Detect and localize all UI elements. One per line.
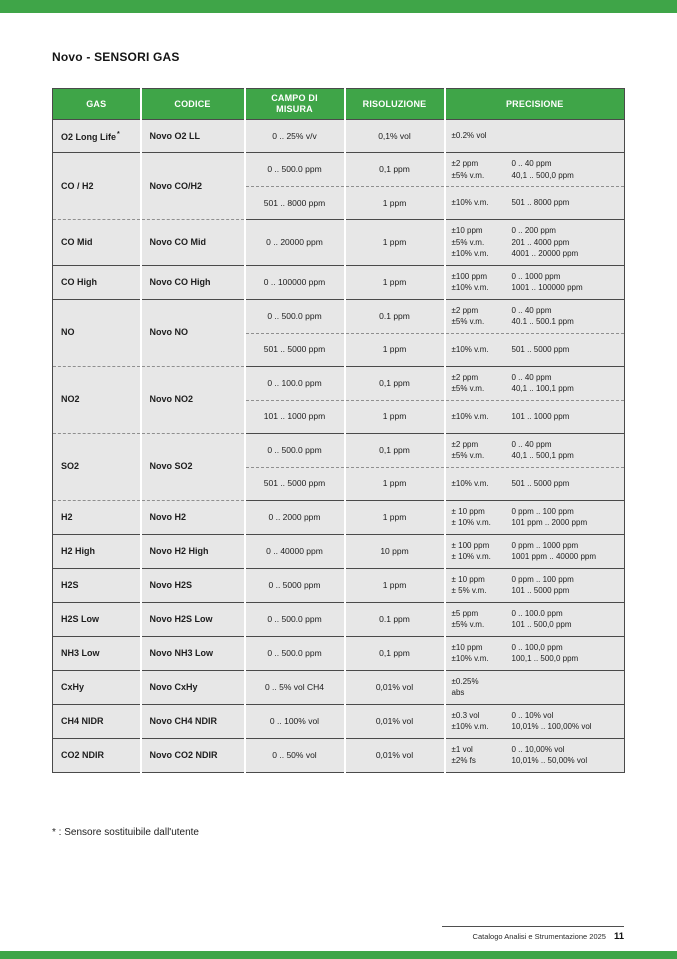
resolution-cell: 0.1 ppm [345, 602, 445, 636]
precision-cell [445, 400, 625, 433]
measuring-range-cell: 0 .. 500.0 ppm [245, 299, 345, 333]
precision-line [452, 411, 619, 423]
precision-range: 0 .. 40 ppm [511, 439, 552, 449]
measuring-range-cell: 0 .. 5000 ppm [245, 568, 345, 602]
footer-caption: Catalogo Analisi e Strumentazione 2025 [472, 932, 606, 941]
precision-range: 201 .. 4000 ppm [511, 237, 570, 247]
gas-name-label: H2S Low [61, 613, 100, 624]
gas-name-cell [53, 299, 141, 366]
precision-tolerance: ±10% v.m. [451, 249, 489, 258]
precision-tolerance: ±5% v.m. [451, 384, 485, 393]
precision-cell [445, 433, 625, 467]
gas-name-label: H2S [61, 579, 79, 590]
bottom-accent-bar [0, 951, 677, 959]
precision-cell [445, 467, 625, 500]
measuring-range-cell: 0 .. 500.0 ppm [245, 433, 345, 467]
resolution-cell: 0,1 ppm [345, 153, 445, 187]
precision-tolerance: ±10 ppm [451, 226, 483, 235]
precision-line [452, 619, 619, 631]
column-header-gas: GAS [53, 89, 141, 120]
precision-line [452, 506, 619, 518]
precision-tolerance: ±10% v.m. [451, 478, 489, 488]
precision-tolerance: ±1 vol [451, 744, 473, 754]
precision-range [512, 676, 619, 688]
column-header-campo-di-misura: CAMPO DI MISURA [245, 89, 345, 120]
sensor-code-cell: Novo H2S Low [141, 602, 245, 636]
page-footer [442, 926, 624, 942]
precision-line [452, 248, 619, 260]
precision-line [452, 170, 619, 182]
precision-cell [445, 299, 625, 333]
gas-name-label: SO2 [61, 461, 80, 471]
top-accent-bar [0, 0, 677, 13]
measuring-range-cell: 0 .. 500.0 ppm [245, 636, 345, 670]
page-number: 11 [613, 931, 624, 942]
precision-range: 0 .. 40 ppm [511, 372, 552, 382]
precision-cell [445, 670, 625, 704]
precision-tolerance: ±10% v.m. [451, 411, 489, 421]
precision-range: 1001 .. 100000 ppm [511, 283, 583, 292]
precision-range: 1001 ppm .. 40000 ppm [511, 552, 597, 561]
gas-name-cell [53, 704, 141, 738]
precision-line [452, 551, 619, 563]
page-content [52, 0, 624, 838]
resolution-cell: 1 ppm [345, 187, 445, 220]
precision-cell [445, 534, 625, 568]
precision-tolerance: ±0.25% [451, 676, 479, 686]
gas-name-label: O2 Long Life [61, 132, 116, 142]
resolution-cell: 0,1 ppm [345, 433, 445, 467]
measuring-range-cell: 0 .. 5% vol CH4 [245, 670, 345, 704]
precision-cell [445, 366, 625, 400]
precision-tolerance: ±5% v.m. [451, 620, 485, 629]
precision-tolerance: ±2 ppm [451, 372, 479, 382]
gas-name-label: CO High [61, 276, 97, 287]
table-row [53, 636, 625, 670]
gas-name-label: H2 [61, 511, 73, 522]
precision-line [452, 744, 619, 756]
precision-tolerance: ±2 ppm [451, 439, 479, 449]
precision-line [452, 158, 619, 170]
precision-cell [445, 265, 625, 299]
gas-name-cell [53, 265, 141, 299]
precision-cell [445, 333, 625, 366]
gas-name-label: NO2 [61, 394, 80, 404]
column-header-precisione: PRECISIONE [445, 89, 625, 120]
table-row [53, 670, 625, 704]
precision-line [452, 225, 619, 237]
sensor-code-cell: Novo H2S [141, 568, 245, 602]
precision-line [452, 316, 619, 328]
precision-line [452, 344, 619, 356]
precision-line [452, 517, 619, 529]
gas-name-label: CO Mid [61, 236, 93, 247]
precision-tolerance: ±2 ppm [451, 159, 479, 168]
table-row [53, 153, 625, 187]
precision-range: 40,1 .. 500,1 ppm [511, 451, 574, 460]
precision-cell [445, 568, 625, 602]
precision-line [452, 710, 619, 722]
precision-tolerance: ±10% v.m. [451, 344, 489, 354]
precision-line [452, 271, 619, 283]
resolution-cell: 1 ppm [345, 265, 445, 299]
precision-line [452, 574, 619, 586]
measuring-range-cell: 501 .. 8000 ppm [245, 187, 345, 220]
gas-sensor-table [52, 88, 625, 773]
precision-tolerance: ± 10% v.m. [451, 552, 491, 561]
precision-cell [445, 602, 625, 636]
precision-tolerance: ± 10 ppm [451, 574, 485, 584]
resolution-cell: 1 ppm [345, 220, 445, 266]
measuring-range-cell: 101 .. 1000 ppm [245, 400, 345, 433]
measuring-range-cell: 0 .. 500.0 ppm [245, 602, 345, 636]
precision-range: 501 .. 5000 ppm [511, 478, 570, 488]
precision-tolerance: ±10% v.m. [451, 198, 489, 208]
table-row [53, 299, 625, 333]
sensor-code-cell: Novo H2 [141, 500, 245, 534]
precision-range: 100,1 .. 500,0 ppm [511, 654, 579, 663]
precision-line [452, 439, 619, 451]
resolution-cell: 0,01% vol [345, 704, 445, 738]
table-row [53, 704, 625, 738]
precision-tolerance: ±2% fs [451, 756, 476, 765]
precision-range: 40.1 .. 500.1 ppm [511, 317, 574, 326]
precision-cell [445, 704, 625, 738]
resolution-cell: 0,01% vol [345, 670, 445, 704]
resolution-cell: 1 ppm [345, 467, 445, 500]
precision-line [452, 653, 619, 665]
precision-line [452, 282, 619, 294]
measuring-range-cell: 0 .. 500.0 ppm [245, 153, 345, 187]
resolution-cell: 1 ppm [345, 500, 445, 534]
column-header-codice: CODICE [141, 89, 245, 120]
precision-line [452, 372, 619, 384]
precision-range: 101 ppm .. 2000 ppm [511, 518, 588, 527]
precision-line [452, 608, 619, 620]
gas-name-label: NO [61, 327, 75, 337]
precision-line [452, 383, 619, 395]
precision-tolerance: ±5 ppm [451, 608, 479, 618]
sensor-code-cell: Novo CxHy [141, 670, 245, 704]
table-row [53, 738, 625, 772]
measuring-range-cell: 0 .. 2000 ppm [245, 500, 345, 534]
precision-tolerance: abs [451, 688, 465, 697]
precision-line [452, 585, 619, 597]
gas-name-label: CH4 NIDR [61, 715, 104, 726]
precision-tolerance: ± 5% v.m. [451, 586, 487, 595]
precision-tolerance: ±0.2% vol [451, 131, 487, 141]
precision-range: 101 .. 5000 ppm [511, 586, 570, 595]
precision-range [512, 130, 619, 142]
precision-line [452, 197, 619, 209]
measuring-range-cell: 0 .. 100.0 ppm [245, 366, 345, 400]
precision-range: 101 .. 500,0 ppm [511, 620, 572, 629]
sensor-code-cell: Novo NH3 Low [141, 636, 245, 670]
resolution-cell: 0,01% vol [345, 738, 445, 772]
precision-range: 0 .. 40 ppm [511, 159, 552, 168]
precision-tolerance: ±2 ppm [451, 305, 479, 315]
table-row [53, 265, 625, 299]
sensor-code-cell: Novo CO2 NDIR [141, 738, 245, 772]
precision-range: 10,01% .. 100,00% vol [511, 722, 592, 731]
precision-range: 0 ppm .. 1000 ppm [511, 540, 579, 550]
precision-range: 10,01% .. 50,00% vol [511, 756, 588, 765]
resolution-cell: 1 ppm [345, 333, 445, 366]
precision-line [452, 687, 619, 699]
gas-name-cell [53, 153, 141, 220]
user-replaceable-asterisk: * [117, 131, 120, 138]
precision-tolerance: ±10% v.m. [451, 654, 489, 663]
precision-range: 0 .. 1000 ppm [511, 271, 561, 281]
precision-line [452, 478, 619, 490]
precision-range [512, 687, 619, 699]
precision-range: 0 ppm .. 100 ppm [511, 506, 574, 516]
precision-range: 40,1 .. 500,0 ppm [511, 170, 574, 180]
precision-line [452, 540, 619, 552]
precision-range: 101 .. 1000 ppm [511, 411, 570, 421]
precision-range: 0 .. 10,00% vol [511, 744, 565, 754]
gas-name-label: CxHy [61, 681, 85, 692]
sensor-code-cell: Novo CO High [141, 265, 245, 299]
gas-name-cell [53, 636, 141, 670]
resolution-cell: 0,1% vol [345, 120, 445, 153]
table-row [53, 120, 625, 153]
sensor-code-cell: Novo NO [141, 299, 245, 366]
table-row [53, 366, 625, 400]
precision-range: 0 .. 40 ppm [511, 305, 552, 315]
precision-tolerance: ±0.3 vol [451, 710, 480, 720]
gas-name-label: NH3 Low [61, 647, 100, 658]
table-row [53, 500, 625, 534]
sensor-code-cell: Novo CO/H2 [141, 153, 245, 220]
precision-range: 501 .. 5000 ppm [511, 344, 570, 354]
precision-range: 0 .. 100.0 ppm [511, 608, 563, 618]
precision-tolerance: ± 10 ppm [451, 506, 485, 516]
sensor-code-cell: Novo CH4 NDIR [141, 704, 245, 738]
sensor-code-cell: Novo SO2 [141, 433, 245, 500]
precision-line [452, 305, 619, 317]
table-row [53, 568, 625, 602]
gas-name-label: CO / H2 [61, 180, 94, 191]
table-row [53, 602, 625, 636]
header-row [53, 89, 625, 120]
page-title: Novo - SENSORI GAS [52, 50, 180, 64]
gas-name-cell [53, 433, 141, 500]
precision-range: 501 .. 8000 ppm [511, 198, 570, 208]
gas-name-cell [53, 500, 141, 534]
sensor-code-cell: Novo CO Mid [141, 220, 245, 266]
precision-range: 0 .. 10% vol [511, 710, 554, 720]
precision-tolerance: ±5% v.m. [451, 317, 485, 326]
precision-line [452, 237, 619, 249]
table-header [53, 89, 625, 120]
measuring-range-cell: 0 .. 25% v/v [245, 120, 345, 153]
precision-line [452, 642, 619, 654]
gas-name-cell [53, 602, 141, 636]
precision-range: 0 .. 200 ppm [511, 226, 556, 235]
precision-cell [445, 220, 625, 266]
resolution-cell: 1 ppm [345, 400, 445, 433]
gas-name-cell [53, 738, 141, 772]
precision-cell [445, 120, 625, 153]
sensor-code-cell: Novo O2 LL [141, 120, 245, 153]
resolution-cell: 10 ppm [345, 534, 445, 568]
gas-name-label: H2 High [61, 545, 96, 556]
precision-line [452, 755, 619, 767]
gas-name-cell [53, 568, 141, 602]
gas-name-cell [53, 220, 141, 266]
precision-tolerance: ±10% v.m. [451, 722, 489, 731]
resolution-cell: 0.1 ppm [345, 299, 445, 333]
sensor-table-body [53, 120, 625, 773]
measuring-range-cell: 0 .. 100000 ppm [245, 265, 345, 299]
precision-cell [445, 636, 625, 670]
precision-cell [445, 153, 625, 187]
gas-name-cell [53, 120, 141, 153]
precision-range: 0 .. 100,0 ppm [511, 642, 563, 652]
precision-tolerance: ±10% v.m. [451, 283, 489, 292]
precision-line [452, 676, 619, 688]
sensor-code-cell: Novo H2 High [141, 534, 245, 568]
precision-tolerance: ± 100 ppm [451, 540, 490, 550]
measuring-range-cell: 0 .. 50% vol [245, 738, 345, 772]
table-row [53, 534, 625, 568]
precision-cell [445, 187, 625, 220]
table-row [53, 433, 625, 467]
precision-line [452, 721, 619, 733]
resolution-cell: 0,1 ppm [345, 366, 445, 400]
sensor-code-cell: Novo NO2 [141, 366, 245, 433]
measuring-range-cell: 501 .. 5000 ppm [245, 333, 345, 366]
precision-tolerance: ±5% v.m. [451, 237, 485, 247]
column-header-risoluzione: RISOLUZIONE [345, 89, 445, 120]
precision-tolerance: ±5% v.m. [451, 170, 485, 180]
precision-line [452, 450, 619, 462]
precision-range: 40,1 .. 100,1 ppm [511, 384, 574, 393]
measuring-range-cell: 501 .. 5000 ppm [245, 467, 345, 500]
gas-name-label: CO2 NDIR [61, 749, 105, 760]
resolution-cell: 0,1 ppm [345, 636, 445, 670]
precision-line [452, 130, 619, 142]
gas-name-cell [53, 670, 141, 704]
precision-tolerance: ± 10% v.m. [451, 518, 491, 527]
gas-name-cell [53, 534, 141, 568]
measuring-range-cell: 0 .. 20000 ppm [245, 220, 345, 266]
gas-name-cell [53, 366, 141, 433]
resolution-cell: 1 ppm [345, 568, 445, 602]
precision-cell [445, 738, 625, 772]
measuring-range-cell: 0 .. 100% vol [245, 704, 345, 738]
footnote: * : Sensore sostituibile dall'utente [52, 826, 199, 838]
precision-range: 4001 .. 20000 ppm [511, 249, 579, 258]
measuring-range-cell: 0 .. 40000 ppm [245, 534, 345, 568]
table-row [53, 220, 625, 266]
precision-cell [445, 500, 625, 534]
precision-tolerance: ±5% v.m. [451, 451, 485, 460]
precision-tolerance: ±100 ppm [451, 271, 488, 281]
precision-range: 0 ppm .. 100 ppm [511, 574, 574, 584]
precision-tolerance: ±10 ppm [451, 642, 483, 652]
